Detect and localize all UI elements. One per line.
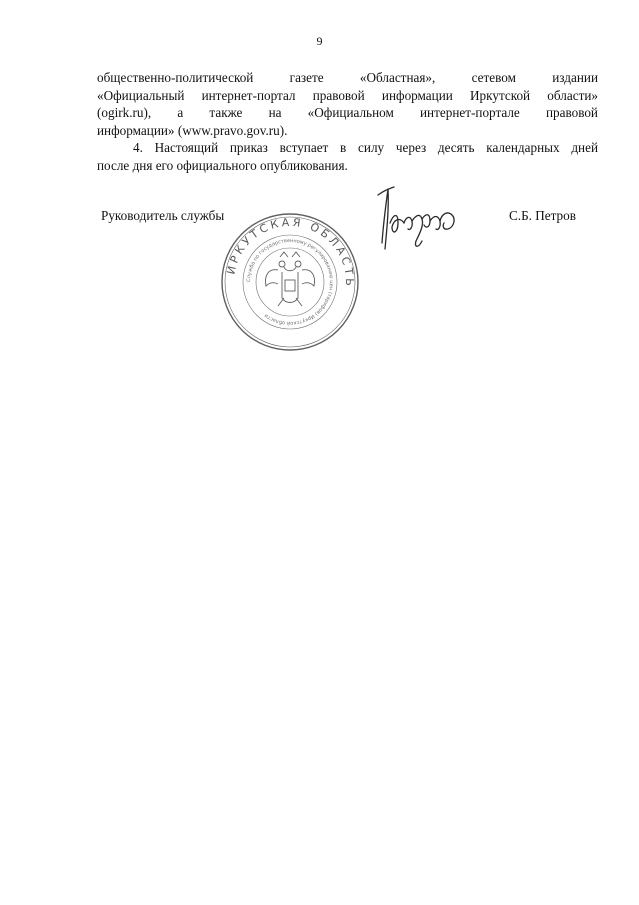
seal-inner-text: Служба по государственному регулированию цен (тарифов) Иркутской области [245,237,335,327]
handwritten-signature [368,183,464,261]
text-line: «Официальный интернет-портал правовой информации Иркутской области» [97,87,598,103]
text-line: общественно-политической газете «Областная», сетевом издании [97,70,598,85]
text-line: информации» (www.pravo.gov.ru). [97,122,288,138]
text-line: 4. Настоящий приказ вступает в силу через десять календарных дней [133,140,598,155]
paragraph-publication [97,69,598,139]
text-line: после дня его официального опубликования. [97,157,348,173]
seal-outer-text: ИРКУТСКАЯ ОБЛАСТЬ [224,215,357,289]
page-number: 9 [316,34,323,48]
official-seal [220,212,360,352]
paragraph-effective-date [97,139,598,174]
signatory-name: С.Б. Петров [509,208,576,223]
text-line: (ogirk.ru), а также на «Официальном интернет-портале правовой [97,105,598,120]
signatory-position: Руководитель службы [101,208,225,223]
coat-of-arms-icon [266,252,315,306]
